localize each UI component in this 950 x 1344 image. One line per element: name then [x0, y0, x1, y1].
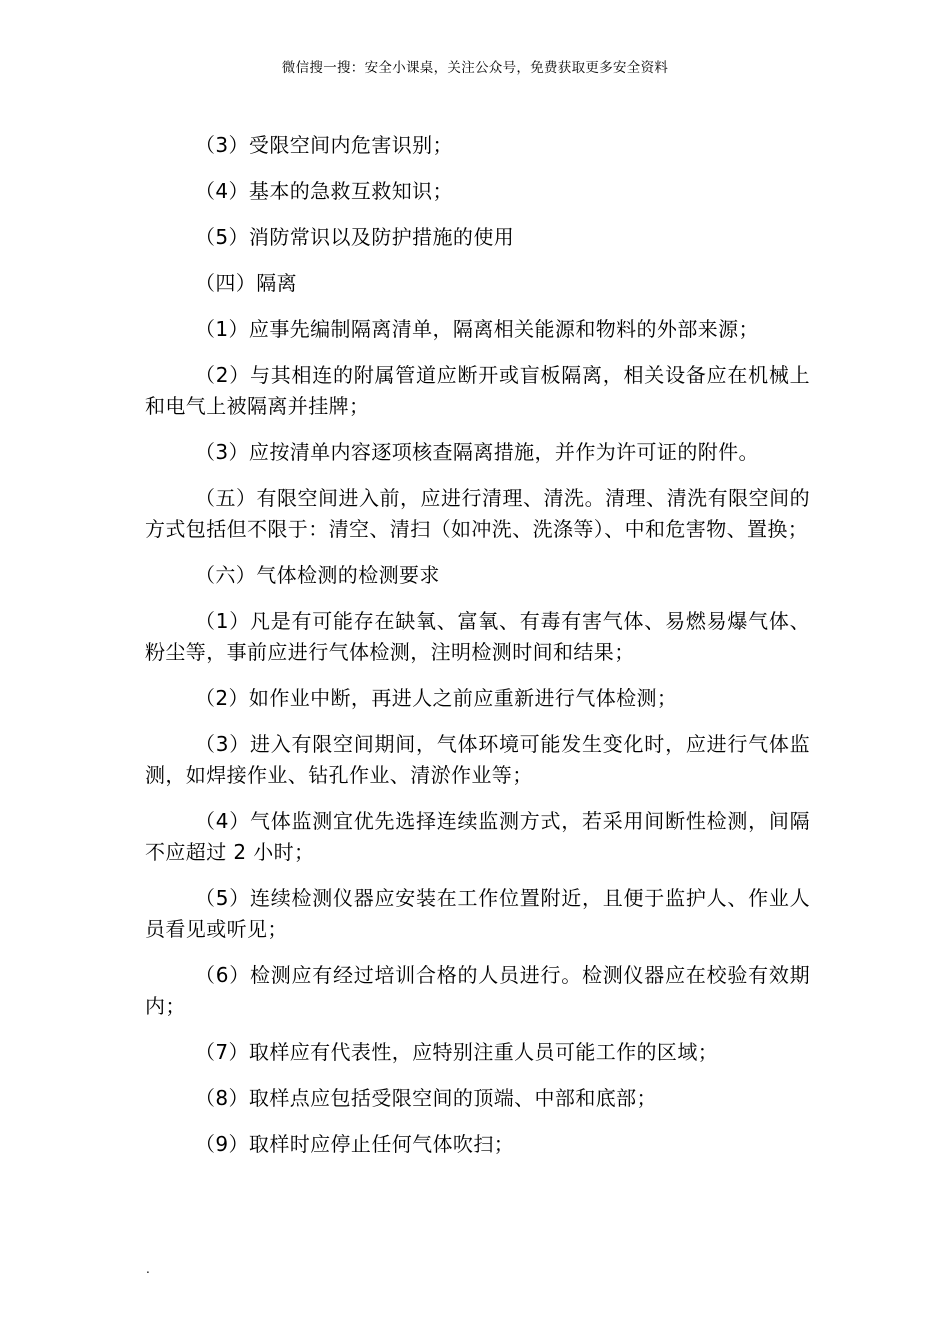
paragraph: （3）应按清单内容逐项核查隔离措施，并作为许可证的附件。: [195, 440, 759, 464]
paragraph: （5）消防常识以及防护措施的使用: [195, 225, 515, 249]
document-body: [145, 130, 810, 1175]
paragraph: （4）气体监测宜优先选择连续监测方式，若采用间断性检测，间隔不应超过 2 小时；: [145, 809, 810, 864]
section-heading: （六）气体检测的检测要求: [195, 563, 440, 587]
paragraph: （1）应事先编制隔离清单，隔离相关能源和物料的外部来源；: [195, 317, 759, 341]
paragraph: （1）凡是有可能存在缺氧、富氧、有毒有害气体、易燃易爆气体、粉尘等，事前应进行气体检测，注明检测时间和结果；: [145, 609, 810, 664]
paragraph: （2）与其相连的附属管道应断开或盲板隔离，相关设备应在机械上和电气上被隔离并挂牌；: [145, 363, 810, 418]
paragraph: （9）取样时应停止任何气体吹扫；: [195, 1132, 515, 1156]
paragraph: （8）取样点应包括受限空间的顶端、中部和底部；: [195, 1086, 657, 1110]
footer-mark: .: [146, 1262, 150, 1276]
header-note: 微信搜一搜：安全小课桌，关注公众号，免费获取更多安全资料: [281, 60, 669, 76]
paragraph: （5）连续检测仪器应安装在工作位置附近，且便于监护人、作业人员看见或听见；: [145, 886, 810, 941]
paragraph: （3）进入有限空间期间，气体环境可能发生变化时，应进行气体监测，如焊接作业、钻孔作业、清淤作业等；: [145, 732, 810, 787]
section-heading: （四）隔离: [195, 271, 297, 295]
paragraph: （2）如作业中断，再进人之前应重新进行气体检测；: [195, 686, 678, 710]
section-paragraph: （五）有限空间进入前，应进行清理、清洗。清理、清洗有限空间的方式包括但不限于：清空、清扫（如冲洗、洗涤等）、中和危害物、置换；: [145, 486, 810, 541]
paragraph: （6）检测应有经过培训合格的人员进行。检测仪器应在校验有效期内；: [145, 963, 810, 1018]
paragraph: （3）受限空间内危害识别；: [195, 133, 453, 157]
paragraph: （4）基本的急救互救知识；: [195, 179, 453, 203]
paragraph: （7）取样应有代表性，应特别注重人员可能工作的区域；: [195, 1040, 719, 1064]
